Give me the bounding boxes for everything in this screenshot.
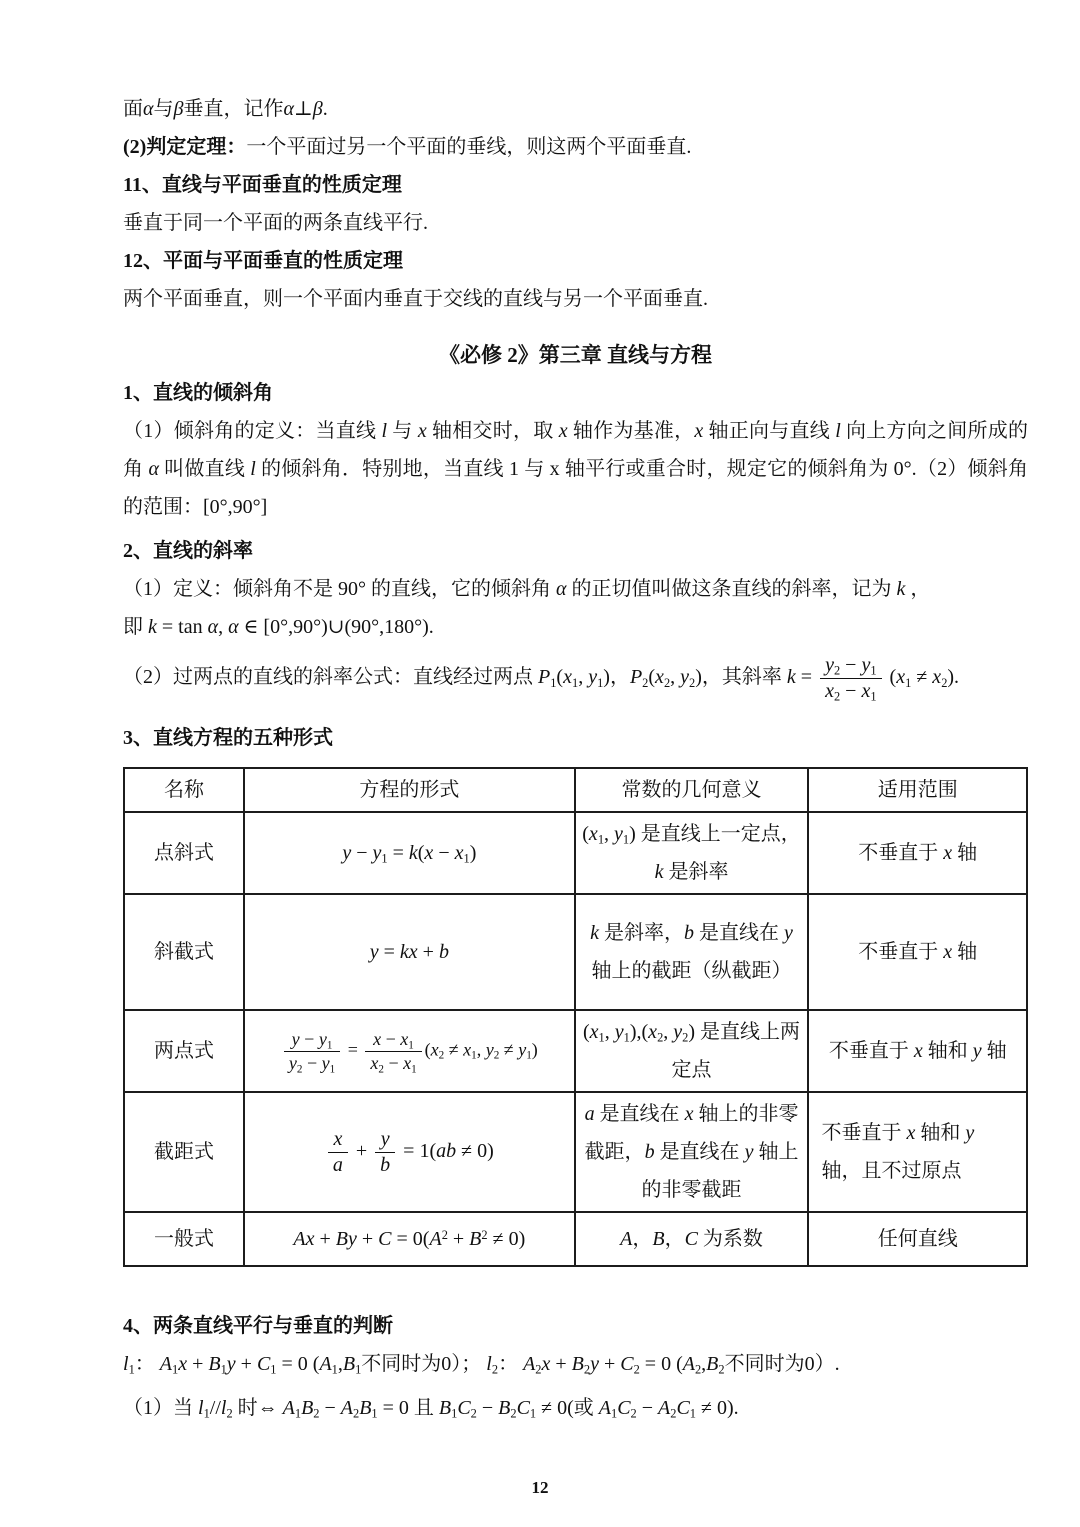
table-row-point-slope [124, 812, 1027, 894]
table-header-row [124, 768, 1027, 812]
table-row-two-point [124, 1010, 1027, 1092]
paragraph-slope-two-point-formula: （2）过两点的直线的斜率公式：直线经过两点 $P_1(x_1$, $y_1$)，$P_2(x_2$, $y_2$)，其斜率 k = $\frac{y_2 - y_1}{x_2 - x_1}$ $(x_1 \ne x_2)$. [123, 654, 960, 704]
paragraph-11-property: 垂直于同一个平面的两条直线平行. [123, 212, 428, 234]
cell-scope: 不垂直于 x 轴 [808, 812, 1027, 894]
fraction: $\frac{x}{a}$ [328, 1128, 348, 1177]
column-header-equation-form: 方程的形式 [244, 768, 574, 812]
cell-scope: 任何直线 [808, 1212, 1027, 1266]
heading-11-line-plane-perpendicular: 11、直线与平面垂直的性质定理 [123, 174, 402, 196]
cell-scope: 不垂直于 x 轴 [808, 894, 1027, 1010]
paragraph-slope-tangent: 即 k = tan α, α ∈ [0°,90°)∪(90°,180°). [123, 616, 434, 638]
cell-equation: $\frac{x}{a}$ + $\frac{y}{b}$ = 1(ab ≠ 0) [244, 1092, 574, 1212]
cell-scope: 不垂直于 x 轴和 y 轴，且不过原点 [808, 1092, 1027, 1212]
paragraph-12-property: 两个平面垂直，则一个平面内垂直于交线的直线与另一个平面垂直. [123, 288, 708, 310]
paragraph-parallel-condition: （1）当 $l_1//l_2$ 时⇔ $A_1B_2 - A_2B_1 = 0$ 且 $B_1C_2 - B_2C_1 \ne 0$(或 $A_1C_2 - A_2C_1 \ne 0$). [123, 1397, 739, 1421]
cell-equation: y = kx + b [244, 894, 574, 1010]
heading-section-3: 3、直线方程的五种形式 [123, 727, 333, 749]
table-row-intercept [124, 1092, 1027, 1212]
paragraph-judgement-theorem: (2)判定定理：一个平面过另一个平面的垂线，则这两个平面垂直. [123, 136, 692, 158]
cell-equation: $Ax + By + C = 0(A^2 + B^2 \ne 0)$ [244, 1212, 574, 1266]
fraction: $\frac{y - y_1}{y_2 - y_1}$ [284, 1029, 340, 1073]
cell-form-name: 截距式 [124, 1092, 244, 1212]
cell-form-name: 两点式 [124, 1010, 244, 1092]
cell-form-name: 一般式 [124, 1212, 244, 1266]
heading-section-2: 2、直线的斜率 [123, 540, 253, 562]
cell-constant-meaning: A，B，C 为系数 [575, 1212, 809, 1266]
cell-constant-meaning: ($x_1$, $y_1),(x_2$, $y_2$) 是直线上两定点 [575, 1010, 809, 1092]
chapter-title: 《必修 2》第三章 直线与方程 [439, 343, 712, 367]
cell-equation: $\frac{y - y_1}{y_2 - y_1}$ = $\frac{x - x_1}{x_2 - x_1}$ ($x_2 \ne x_1$, $y_2 \ne y_1$) [244, 1010, 574, 1092]
column-header-applicable-scope: 适用范围 [808, 768, 1027, 812]
fraction: $\frac{y_2 - y_1}{x_2 - x_1}$ [820, 654, 881, 703]
paragraph-plane-perpendicular-notation: 面α与β垂直，记作α⊥β. [123, 98, 328, 120]
paragraph-inclination-definition: （1）倾斜角的定义：当直线 l 与 x 轴相交时，取 x 轴作为基准，x 轴正向与直线 l 向上方向之间所成的角 α 叫做直线 l 的倾斜角．特别地，当直线 1 与 x 轴平行或重合时，规定它的倾斜角为 0°.（2）倾斜角的范围：[0°,90°] [123, 420, 1029, 518]
cell-scope: 不垂直于 x 轴和 y 轴 [808, 1010, 1027, 1092]
paragraph-slope-definition: （1）定义：倾斜角不是 90° 的直线，它的倾斜角 α 的正切值叫做这条直线的斜率，记为 k ， [123, 578, 931, 600]
table-row-slope-intercept [124, 894, 1027, 1010]
heading-12-plane-plane-perpendicular: 12、平面与平面垂直的性质定理 [123, 250, 403, 272]
cell-constant-meaning: a 是直线在 x 轴上的非零截距，b 是直线在 y 轴上的非零截距 [575, 1092, 809, 1212]
line-equation-forms-table [123, 767, 1028, 1267]
fraction: $\frac{x - x_1}{x_2 - x_1}$ [365, 1029, 421, 1073]
page-number: 12 [531, 1478, 549, 1497]
cell-form-name: 斜截式 [124, 894, 244, 1010]
cell-form-name: 点斜式 [124, 812, 244, 894]
cell-constant-meaning: k 是斜率，b 是直线在 y 轴上的截距（纵截距） [575, 894, 809, 1010]
column-header-constant-meaning: 常数的几何意义 [575, 768, 809, 812]
paragraph-two-lines-general-equations: $l_1$： $A_1x + B_1y + C_1 = 0$ ($A_1,B_1$不同时为0）； $l_2$： $A_2x + B_2y + C_2 = 0$ ($A_2,B_2$不同时为0）. [123, 1353, 840, 1377]
cell-constant-meaning: ($x_1$, $y_1$) 是直线上一定点，k 是斜率 [575, 812, 809, 894]
page-content [123, 90, 1028, 1427]
table-row-general [124, 1212, 1027, 1266]
heading-section-4: 4、两条直线平行与垂直的判断 [123, 1315, 393, 1337]
column-header-name: 名称 [124, 768, 244, 812]
heading-section-1: 1、直线的倾斜角 [123, 382, 273, 404]
fraction: $\frac{y}{b}$ [375, 1128, 395, 1177]
cell-equation: $y - y_1 = k(x - x_1)$ [244, 812, 574, 894]
